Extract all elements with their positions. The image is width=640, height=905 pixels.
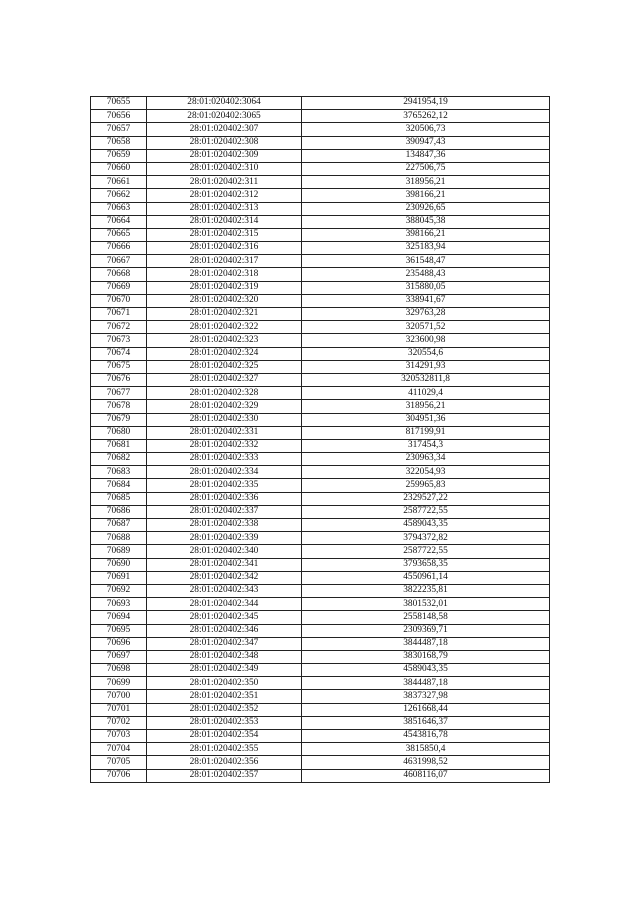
- row-number-cell: 70668: [91, 268, 147, 281]
- cadastral-number-cell: 28:01:020402:331: [147, 426, 302, 439]
- row-number-cell: 70698: [91, 664, 147, 677]
- table-row: [91, 769, 550, 782]
- value-cell: 325183,94: [302, 242, 550, 255]
- cadastral-number-cell: 28:01:020402:355: [147, 743, 302, 756]
- row-number-cell: 70688: [91, 532, 147, 545]
- row-number-cell: 70662: [91, 189, 147, 202]
- row-number-cell: 70659: [91, 149, 147, 162]
- cadastral-number-cell: 28:01:020402:321: [147, 308, 302, 321]
- table-row: [91, 611, 550, 624]
- row-number-cell: 70704: [91, 743, 147, 756]
- cadastral-number-cell: 28:01:020402:3065: [147, 110, 302, 123]
- value-cell: 329763,28: [302, 308, 550, 321]
- value-cell: 3793658,35: [302, 558, 550, 571]
- table-row: [91, 703, 550, 716]
- cadastral-number-cell: 28:01:020402:352: [147, 703, 302, 716]
- value-cell: 4608116,07: [302, 769, 550, 782]
- row-number-cell: 70672: [91, 321, 147, 334]
- table-row: [91, 505, 550, 518]
- value-cell: 2329527,22: [302, 492, 550, 505]
- row-number-cell: 70674: [91, 347, 147, 360]
- value-cell: 318956,21: [302, 176, 550, 189]
- value-cell: 388045,38: [302, 215, 550, 228]
- table-row: [91, 479, 550, 492]
- cadastral-number-cell: 28:01:020402:324: [147, 347, 302, 360]
- value-cell: 320554,6: [302, 347, 550, 360]
- table-row: [91, 321, 550, 334]
- cadastral-number-cell: 28:01:020402:320: [147, 294, 302, 307]
- value-cell: 3765262,12: [302, 110, 550, 123]
- table-row: [91, 650, 550, 663]
- table-row: [91, 215, 550, 228]
- row-number-cell: 70655: [91, 97, 147, 110]
- table-row: [91, 519, 550, 532]
- cadastral-number-cell: 28:01:020402:356: [147, 756, 302, 769]
- table-row: [91, 242, 550, 255]
- table-row: [91, 308, 550, 321]
- row-number-cell: 70660: [91, 162, 147, 175]
- table-row: [91, 228, 550, 241]
- table-row: [91, 756, 550, 769]
- table-row: [91, 453, 550, 466]
- value-cell: 3822235,81: [302, 584, 550, 597]
- cadastral-number-cell: 28:01:020402:325: [147, 360, 302, 373]
- row-number-cell: 70656: [91, 110, 147, 123]
- row-number-cell: 70684: [91, 479, 147, 492]
- table-row: [91, 268, 550, 281]
- table-row: [91, 730, 550, 743]
- cadastral-number-cell: 28:01:020402:313: [147, 202, 302, 215]
- row-number-cell: 70692: [91, 584, 147, 597]
- value-cell: 3794372,82: [302, 532, 550, 545]
- value-cell: 2309369,71: [302, 624, 550, 637]
- cadastral-number-cell: 28:01:020402:319: [147, 281, 302, 294]
- value-cell: 398166,21: [302, 228, 550, 241]
- cadastral-number-cell: 28:01:020402:347: [147, 637, 302, 650]
- cadastral-number-cell: 28:01:020402:332: [147, 439, 302, 452]
- value-cell: 3851646,37: [302, 716, 550, 729]
- row-number-cell: 70689: [91, 545, 147, 558]
- value-cell: 227506,75: [302, 162, 550, 175]
- value-cell: 134847,36: [302, 149, 550, 162]
- table-row: [91, 545, 550, 558]
- value-cell: 320571,52: [302, 321, 550, 334]
- table-row: [91, 387, 550, 400]
- value-cell: 390947,43: [302, 136, 550, 149]
- cadastral-number-cell: 28:01:020402:354: [147, 730, 302, 743]
- table-row: [91, 176, 550, 189]
- row-number-cell: 70658: [91, 136, 147, 149]
- table-row: [91, 492, 550, 505]
- value-cell: 304951,36: [302, 413, 550, 426]
- row-number-cell: 70663: [91, 202, 147, 215]
- table-row: [91, 136, 550, 149]
- table-row: [91, 466, 550, 479]
- cadastral-number-cell: 28:01:020402:349: [147, 664, 302, 677]
- row-number-cell: 70695: [91, 624, 147, 637]
- cadastral-number-cell: 28:01:020402:3064: [147, 97, 302, 110]
- cadastral-number-cell: 28:01:020402:322: [147, 321, 302, 334]
- table-row: [91, 677, 550, 690]
- row-number-cell: 70671: [91, 308, 147, 321]
- table-row: [91, 598, 550, 611]
- value-cell: 3844487,18: [302, 637, 550, 650]
- cadastral-number-cell: 28:01:020402:348: [147, 650, 302, 663]
- cadastral-number-cell: 28:01:020402:328: [147, 387, 302, 400]
- value-cell: 1261668,44: [302, 703, 550, 716]
- table-row: [91, 189, 550, 202]
- row-number-cell: 70699: [91, 677, 147, 690]
- table-row: [91, 334, 550, 347]
- table-row: [91, 426, 550, 439]
- value-cell: 361548,47: [302, 255, 550, 268]
- row-number-cell: 70694: [91, 611, 147, 624]
- cadastral-number-cell: 28:01:020402:337: [147, 505, 302, 518]
- table-row: [91, 413, 550, 426]
- value-cell: 323600,98: [302, 334, 550, 347]
- value-cell: 315880,05: [302, 281, 550, 294]
- row-number-cell: 70697: [91, 650, 147, 663]
- table-row: [91, 558, 550, 571]
- table-row: [91, 584, 550, 597]
- row-number-cell: 70705: [91, 756, 147, 769]
- value-cell: 259965,83: [302, 479, 550, 492]
- cadastral-number-cell: 28:01:020402:309: [147, 149, 302, 162]
- row-number-cell: 70657: [91, 123, 147, 136]
- table-row: [91, 373, 550, 386]
- row-number-cell: 70685: [91, 492, 147, 505]
- cadastral-number-cell: 28:01:020402:308: [147, 136, 302, 149]
- row-number-cell: 70676: [91, 373, 147, 386]
- value-cell: 3837327,98: [302, 690, 550, 703]
- table-row: [91, 360, 550, 373]
- table-row: [91, 347, 550, 360]
- value-cell: 235488,43: [302, 268, 550, 281]
- table-row: [91, 743, 550, 756]
- table-row: [91, 439, 550, 452]
- table-row: [91, 123, 550, 136]
- value-cell: 4589043,35: [302, 519, 550, 532]
- row-number-cell: 70683: [91, 466, 147, 479]
- value-cell: 398166,21: [302, 189, 550, 202]
- row-number-cell: 70682: [91, 453, 147, 466]
- row-number-cell: 70696: [91, 637, 147, 650]
- table-row: [91, 162, 550, 175]
- cadastral-number-cell: 28:01:020402:327: [147, 373, 302, 386]
- table-row: [91, 664, 550, 677]
- table-row: [91, 294, 550, 307]
- row-number-cell: 70666: [91, 242, 147, 255]
- table-row: [91, 110, 550, 123]
- cadastral-number-cell: 28:01:020402:312: [147, 189, 302, 202]
- table-row: [91, 637, 550, 650]
- value-cell: 230963,34: [302, 453, 550, 466]
- row-number-cell: 70679: [91, 413, 147, 426]
- table-row: [91, 571, 550, 584]
- row-number-cell: 70665: [91, 228, 147, 241]
- row-number-cell: 70691: [91, 571, 147, 584]
- value-cell: 3801532,01: [302, 598, 550, 611]
- value-cell: 314291,93: [302, 360, 550, 373]
- value-cell: 2558148,58: [302, 611, 550, 624]
- cadastral-value-table: [90, 96, 550, 783]
- row-number-cell: 70677: [91, 387, 147, 400]
- row-number-cell: 70670: [91, 294, 147, 307]
- cadastral-number-cell: 28:01:020402:307: [147, 123, 302, 136]
- row-number-cell: 70664: [91, 215, 147, 228]
- table-row: [91, 400, 550, 413]
- table-row: [91, 202, 550, 215]
- value-cell: 4589043,35: [302, 664, 550, 677]
- value-cell: 338941,67: [302, 294, 550, 307]
- table-row: [91, 149, 550, 162]
- cadastral-number-cell: 28:01:020402:323: [147, 334, 302, 347]
- value-cell: 4543816,78: [302, 730, 550, 743]
- value-cell: 2941954,19: [302, 97, 550, 110]
- row-number-cell: 70661: [91, 176, 147, 189]
- cadastral-number-cell: 28:01:020402:345: [147, 611, 302, 624]
- row-number-cell: 70693: [91, 598, 147, 611]
- value-cell: 317454,3: [302, 439, 550, 452]
- cadastral-number-cell: 28:01:020402:357: [147, 769, 302, 782]
- value-cell: 2587722,55: [302, 545, 550, 558]
- cadastral-number-cell: 28:01:020402:333: [147, 453, 302, 466]
- table-row: [91, 97, 550, 110]
- value-cell: 318956,21: [302, 400, 550, 413]
- value-cell: 3815850,4: [302, 743, 550, 756]
- row-number-cell: 70703: [91, 730, 147, 743]
- table-body: [91, 97, 550, 783]
- table-row: [91, 624, 550, 637]
- cadastral-number-cell: 28:01:020402:353: [147, 716, 302, 729]
- value-cell: 3844487,18: [302, 677, 550, 690]
- row-number-cell: 70687: [91, 519, 147, 532]
- cadastral-number-cell: 28:01:020402:329: [147, 400, 302, 413]
- row-number-cell: 70700: [91, 690, 147, 703]
- row-number-cell: 70680: [91, 426, 147, 439]
- value-cell: 320532811,8: [302, 373, 550, 386]
- value-cell: 817199,91: [302, 426, 550, 439]
- cadastral-number-cell: 28:01:020402:338: [147, 519, 302, 532]
- cadastral-number-cell: 28:01:020402:310: [147, 162, 302, 175]
- cadastral-number-cell: 28:01:020402:318: [147, 268, 302, 281]
- row-number-cell: 70675: [91, 360, 147, 373]
- value-cell: 2587722,55: [302, 505, 550, 518]
- cadastral-number-cell: 28:01:020402:344: [147, 598, 302, 611]
- table-row: [91, 255, 550, 268]
- cadastral-number-cell: 28:01:020402:314: [147, 215, 302, 228]
- cadastral-number-cell: 28:01:020402:350: [147, 677, 302, 690]
- value-cell: 322054,93: [302, 466, 550, 479]
- value-cell: 411029,4: [302, 387, 550, 400]
- cadastral-number-cell: 28:01:020402:351: [147, 690, 302, 703]
- value-cell: 4550961,14: [302, 571, 550, 584]
- value-cell: 3830168,79: [302, 650, 550, 663]
- value-cell: 230926,65: [302, 202, 550, 215]
- row-number-cell: 70669: [91, 281, 147, 294]
- row-number-cell: 70690: [91, 558, 147, 571]
- cadastral-number-cell: 28:01:020402:341: [147, 558, 302, 571]
- cadastral-number-cell: 28:01:020402:342: [147, 571, 302, 584]
- table-row: [91, 716, 550, 729]
- table-row: [91, 281, 550, 294]
- cadastral-number-cell: 28:01:020402:346: [147, 624, 302, 637]
- row-number-cell: 70678: [91, 400, 147, 413]
- cadastral-number-cell: 28:01:020402:340: [147, 545, 302, 558]
- cadastral-number-cell: 28:01:020402:330: [147, 413, 302, 426]
- cadastral-number-cell: 28:01:020402:335: [147, 479, 302, 492]
- row-number-cell: 70686: [91, 505, 147, 518]
- table-row: [91, 690, 550, 703]
- value-cell: 4631998,52: [302, 756, 550, 769]
- cadastral-number-cell: 28:01:020402:315: [147, 228, 302, 241]
- cadastral-number-cell: 28:01:020402:343: [147, 584, 302, 597]
- row-number-cell: 70681: [91, 439, 147, 452]
- value-cell: 320506,73: [302, 123, 550, 136]
- row-number-cell: 70706: [91, 769, 147, 782]
- cadastral-number-cell: 28:01:020402:334: [147, 466, 302, 479]
- cadastral-number-cell: 28:01:020402:311: [147, 176, 302, 189]
- row-number-cell: 70701: [91, 703, 147, 716]
- row-number-cell: 70667: [91, 255, 147, 268]
- cadastral-number-cell: 28:01:020402:317: [147, 255, 302, 268]
- cadastral-number-cell: 28:01:020402:336: [147, 492, 302, 505]
- cadastral-number-cell: 28:01:020402:316: [147, 242, 302, 255]
- cadastral-number-cell: 28:01:020402:339: [147, 532, 302, 545]
- row-number-cell: 70702: [91, 716, 147, 729]
- table-row: [91, 532, 550, 545]
- row-number-cell: 70673: [91, 334, 147, 347]
